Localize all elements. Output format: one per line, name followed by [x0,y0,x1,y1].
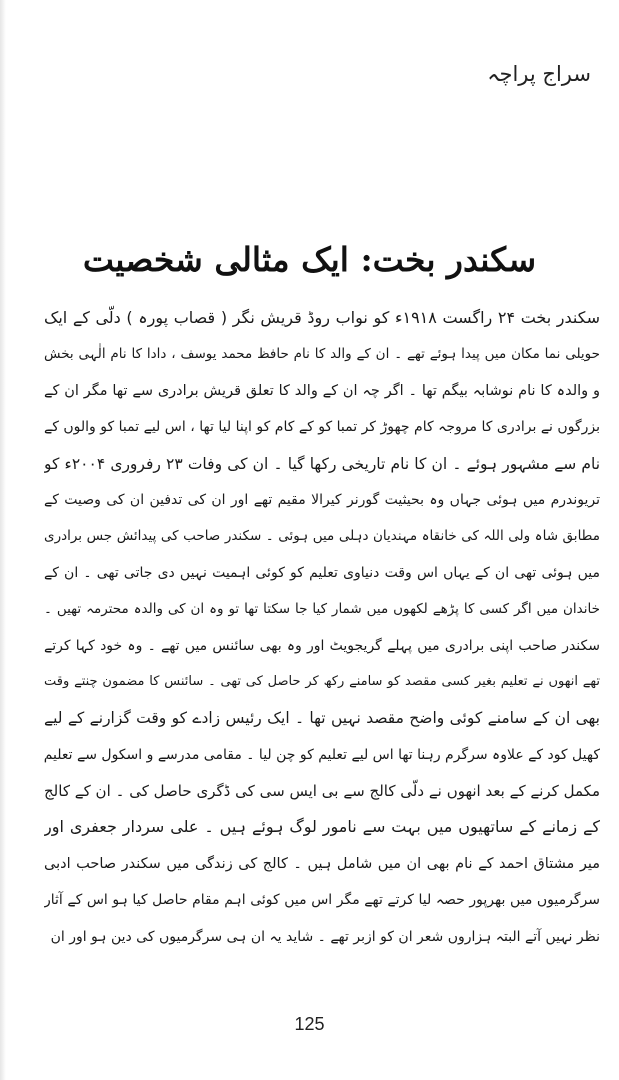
page-spine-shadow [0,0,6,1080]
text-line: میں ہوئی تھی ان کے یہاں اس وقت دنیاوی تعلیم کو کوئی اہمیت نہیں دی جاتی تھی ۔ ان کے [44,564,600,581]
text-line: میر مشتاق احمد کے نام بھی ان میں شامل ہیں ۔ کالج کی زندگی میں سکندر صاحب ادبی [44,855,600,872]
text-line: سرگرمیوں میں بھرپور حصہ لیا کرتے تھے مگر اس میں کوئی اہم مقام حاصل کیا ہو اس کے آثار [44,892,600,909]
text-line: و والدہ کا نام نوشابہ بیگم تھا ۔ اگر چہ ان کے والد کا تعلق قریش برادری سے تھا مگر ان کے [44,382,600,399]
text-line: نظر نہیں آتے البتہ ہزاروں شعر ان کو ازبر تھے ۔ شاید یہ ان ہی سرگرمیوں کی دین ہو اور ان [50,928,600,945]
text-line: مکمل کرنے کے بعد انھوں نے دلّی کالج سے بی ایس سی کی ڈگری حاصل کی ۔ ان کے کالج [44,782,600,801]
text-line: تریوندرم میں ہوئی جہاں وہ بحیثیت گورنر کیرالا مقیم تھے اور ان کی تدفین ان کی وصیت کے [44,491,600,508]
page-number: 125 [294,1014,325,1034]
text-line: کے زمانے کے ساتھیوں میں بہت سے نامور لوگ ہوئے ہیں ۔ علی سردار جعفری اور [44,817,600,837]
text-line: سکندر صاحب اپنی برادری میں پہلے گریجویٹ اور وہ بھی سائنس میں تھے ۔ وہ خود کہا کرتے [44,637,600,654]
text-line: حویلی نما مکان میں پیدا ہوئے تھے ۔ ان کے والد کا نام حافظ محمد یوسف ، دادا کا نام الٰہی بخش [44,346,600,363]
body-text [44,300,600,955]
text-line: نام سے مشہور ہوئے ۔ ان کا نام تاریخی رکھا گیا ۔ ان کی وفات ۲۳ رفروری ۲۰۰۴ء کو [44,454,600,473]
text-line: تھے انھوں نے تعلیم بغیر کسی مقصد کو سامنے رکھ کر حاصل کی تھی ۔ سائنس کا مضمون چنتے وقت [44,673,600,689]
running-head: سراج پراچہ [487,62,591,86]
text-line: بزرگوں نے برادری کا مروجہ کام چھوڑ کر تمبا کو کے کام کو اپنا لیا تھا ، اس لیے تمبا کو والوں کے [44,419,600,436]
text-line: مطابق شاہ ولی اللہ کی خانقاہ مہندیان دہلی میں ہوئی ۔ سکندر صاحب کی پیدائش جس برادری [44,528,600,545]
text-line: بھی ان کے سامنے کوئی واضح مقصد نہیں تھا ۔ ایک رئیس زادے کو وقت گزارنے کے لیے [44,709,600,728]
text-line: خاندان میں اگر کسی کا پڑھے لکھوں میں شمار کیا جا سکتا تھا تو وہ ان کی والدہ محترمہ تھیں ۔ [44,601,600,618]
text-line: سکندر بخت ۲۴ راگست ۱۹۱۸ء کو نواب روڈ قریش نگر ( قصاب پورہ ) دلّی کے ایک [44,308,600,327]
text-line: کھیل کود کے علاوہ سرگرم رہنا تھا اس لیے تعلیم کو چن لیا ۔ مقامی مدرسے و اسکول سے تعلیم [44,746,600,763]
chapter-title: سکندر بخت: ایک مثالی شخصیت [82,240,537,279]
